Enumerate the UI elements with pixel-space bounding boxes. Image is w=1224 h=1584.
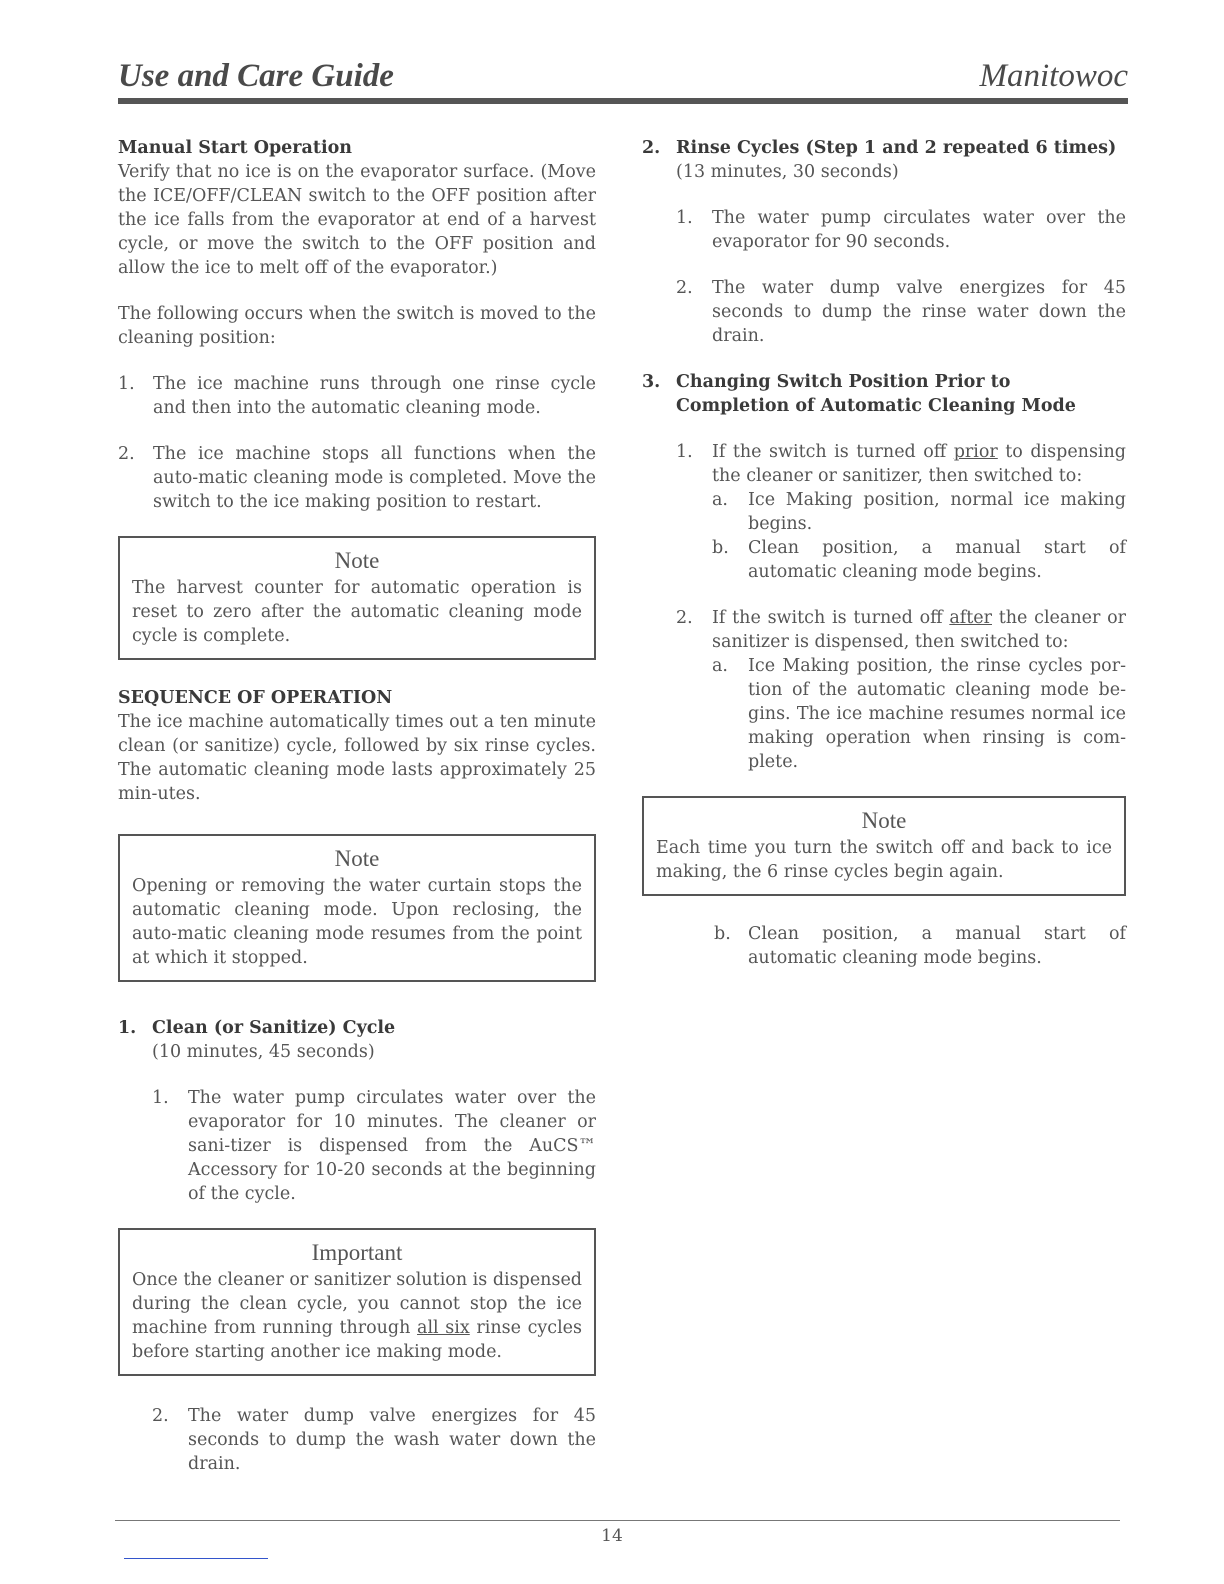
guide-title: Use and Care Guide (118, 58, 394, 94)
step-sub-item: 1. The water pump circulates water over the evaporator for 10 minutes. The cleaner or sani-tizer is dispensed from the AuCS™ Accessory for 10-20 seconds at the beginning of the cycle. (152, 1088, 596, 1204)
header-rule (118, 98, 1128, 104)
brand-name: Manitowoc (979, 58, 1128, 94)
note-title: Note (334, 846, 380, 871)
step-title: Rinse Cycles (Step 1 and 2 repeated 6 times) (676, 138, 1117, 158)
note-text: Opening or removing the water curtain stops the automatic cleaning mode. Upon reclosing, the auto-matic cleaning mode resumes from the point at which it stopped. (132, 876, 582, 968)
important-box (118, 1228, 596, 1376)
note-box (118, 536, 596, 660)
list-item: 2. The ice machine stops all functions when the auto-matic cleaning mode is completed. Move the switch to the ice making position to restart. (118, 444, 596, 512)
step-title: Changing Switch Position Prior to Completion of Automatic Cleaning Mode (676, 372, 1076, 416)
alpha-item: a. Ice Making position, the rinse cycles por-tion of the automatic cleaning mode be-gins. The ice machine resumes normal ice making operation when rinsing is com-plete. (712, 656, 1126, 772)
step-sub-item: 2. The water dump valve energizes for 45 seconds to dump the rinse water down the drain. (676, 278, 1126, 346)
note-title: Note (334, 548, 380, 573)
page-number: 14 (601, 1526, 623, 1546)
note-box (118, 834, 596, 982)
list-item: 1. The ice machine runs through one rinse cycle and then into the automatic cleaning mode. (118, 374, 596, 418)
right-column (642, 136, 1126, 992)
step-title: Clean (or Sanitize) Cycle (152, 1018, 396, 1038)
note-text: The harvest counter for automatic operation is reset to zero after the automatic cleaning mode cycle is complete. (132, 578, 582, 646)
footnote-rule (124, 1558, 268, 1559)
left-column (118, 136, 596, 1498)
step-sub-item: 2. If the switch is turned off after the cleaner or sanitizer is dispensed, then switched to: a. Ice Making position, the rinse cycles por-tion of the automatic cleaning mode be-gins. The ice machine resumes normal ice making operation when rinsing is com-plete. (676, 608, 1126, 772)
step-rinse-cycles: 2. Rinse Cycles (Step 1 and 2 repeated 6 times) (13 minutes, 30 seconds) (642, 136, 1126, 184)
footer-rule (115, 1520, 1120, 1521)
step-sub-item: 2. The water dump valve energizes for 45 seconds to dump the wash water down the drain. (152, 1406, 596, 1474)
manual-start-heading: Manual Start Operation (118, 138, 352, 158)
step-sub-item: 1. If the switch is turned off prior to dispensing the cleaner or sanitizer, then switched to: a. Ice Making position, normal ice making begins. b. Clean position, a manual start of automatic cleaning mode begins. (676, 442, 1126, 582)
note-title: Note (861, 808, 907, 833)
step-changing-switch: 3. Changing Switch Position Prior to Completion of Automatic Cleaning Mode (642, 370, 1126, 418)
step-clean-cycle: 1. Clean (or Sanitize) Cycle (10 minutes, 45 seconds) (118, 1016, 596, 1064)
alpha-item: b. Clean position, a manual start of automatic cleaning mode begins. (712, 538, 1126, 582)
important-text: Once the cleaner or sanitizer solution is dispensed during the clean cycle, you cannot stop the ice machine from running through all six rinse cycles before starting another ice making mode. (132, 1270, 583, 1362)
note-text: Each time you turn the switch off and back to ice making, the 6 rinse cycles begin again. (656, 838, 1112, 882)
note-box (642, 796, 1126, 896)
sequence-heading: SEQUENCE OF OPERATION (118, 688, 393, 708)
manual-start-para2: The following occurs when the switch is moved to the cleaning position: (118, 304, 596, 348)
step-sub-item: 1. The water pump circulates water over the evaporator for 90 seconds. (676, 208, 1126, 252)
manual-start-list (118, 372, 596, 514)
step-duration: (10 minutes, 45 seconds) (152, 1042, 375, 1062)
manual-start-para1: Verify that no ice is on the evaporator surface. (Move the ICE/OFF/CLEAN switch to the OFF position after the ice falls from the evaporator at end of a harvest cycle, or move the switch to the OFF position and allow the ice to melt off of the evaporator.) (118, 162, 596, 278)
alpha-item: b. Clean position, a manual start of automatic cleaning mode begins. (714, 924, 1126, 968)
step-duration: (13 minutes, 30 seconds) (676, 162, 899, 182)
sequence-text: The ice machine automatically times out a ten minute clean (or sanitize) cycle, followed by six rinse cycles. The automatic cleaning mode lasts approximately 25 min-utes. (118, 712, 596, 804)
alpha-item: a. Ice Making position, normal ice making begins. (712, 490, 1126, 534)
important-title: Important (311, 1240, 403, 1265)
